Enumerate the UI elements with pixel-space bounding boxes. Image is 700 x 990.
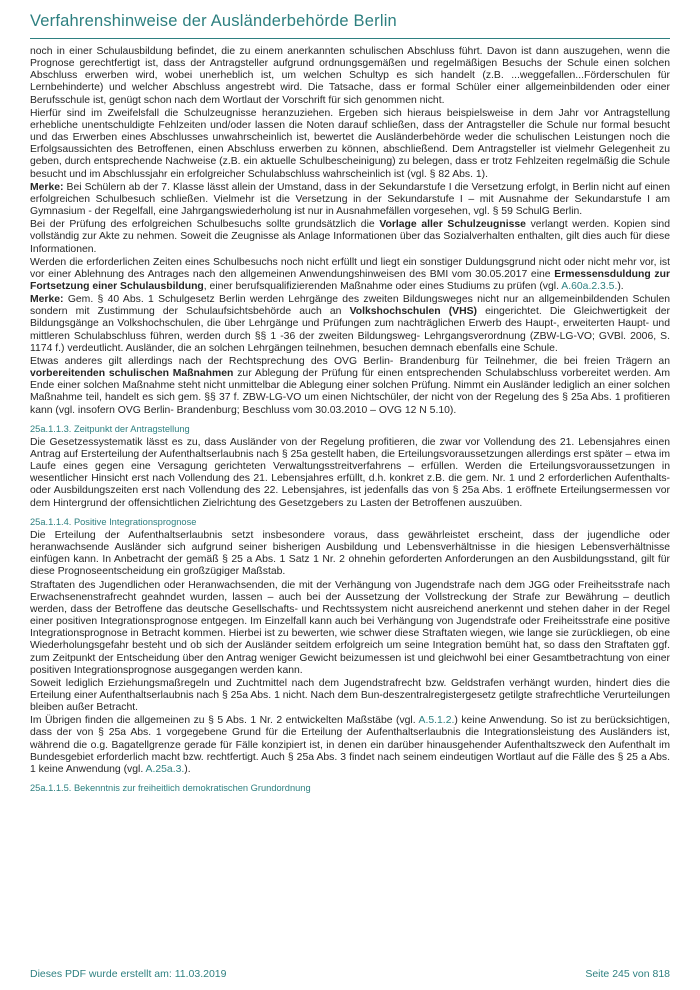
body-text: ). [184,763,191,775]
paragraph [30,715,670,776]
body-text: eingerichtet. Die Gleichwertigkeit der Bildungsgänge an Volkshochschulen, die über Lehrgänge und Prüfungen zum nachträglichen Erwerb des Haupt-, erweiterten Haupt- und mittleren Schulabschluss führen, werden durch §§ 1 -36 der zweiten Bildungsweg- Lehrgangsverordnung (ZBW-LG-VO; GVBl. 2006, S. 1174 f.) verdeutlicht. Ausländer, die an solchen Lehrgängen teilnehmen, besuchen demnach ebenfalls eine Schule. [30,306,670,354]
body-text: ) keine Anwendung. So ist zu berücksichtigen, dass der von § 25a Abs. 1 vorgegebene Grund für die Erteilung der Aufenthaltserlaubnis die Integrationsleistung des Ausländers ist, während die o.g. Bagatellgrenze gerade für Fälle konzipiert ist, in denen ein darüber hinausgehender Aufenthaltszweck den Aufenthalt im Bundesgebiet erforderlich macht bzw. rechtfertigt. Auch § 25a Abs. 3 findet nach seinem eindeutigen Wortlaut auf die Fälle des § 25 a Abs. 1 keine Anwendung (vgl. [30,715,670,775]
document-body [30,46,670,794]
emphasized-text: Merke: [30,294,64,306]
emphasized-text: Merke: [30,181,64,193]
section-heading: 25a.1.1.5. Bekenntnis zur freiheitlich demokratischen Grundordnung [30,783,311,794]
body-text: , einer berufsqualifizierenden Maßnahme oder eines Studiums zu prüfen (vgl. [203,280,562,292]
body-text: Soweit lediglich Erziehungsmaßregeln und Zuchtmittel nach dem Jugendstrafrecht bzw. Geldstrafen verhängt wurden, hindert dies die Erteilung einer Aufenthaltserlaubnis nach § 25a Abs. 1 nicht. Nach dem Bun-deszentralregistergesetz getilgte strafrechtliche Verurteilungen bleiben außer Betracht. [30,677,670,714]
emphasized-text: Volkshochschulen (VHS) [349,306,477,318]
emphasized-text: Vorlage aller Schulzeugnisse [379,219,526,231]
body-text: Gem. § 40 Abs. 1 Schulgesetz Berlin werden Lehrgänge des zweiten Bildungsweges nicht nur an allgemeinbildenden Schulen sondern mit Zustimmung der Schulaufsichtsbehörde auch an [30,294,670,318]
paragraph [30,182,670,218]
body-text: Werden die erforderlichen Zeiten eines Schulbesuchs noch nicht erfüllt und liegt ein sonstiger Duldungsgrund nicht oder nicht mehr vor, ist vor einer Ablehnung des Antrages nach den allgemeinen Anwendungshinweisen des BMI vom 30.05.2017 eine [30,256,670,280]
cross-reference-link[interactable]: A.25a.3. [145,763,185,775]
cross-reference-link[interactable]: A.60a.2.3.5. [561,280,618,292]
body-text: ). [617,280,624,292]
paragraph [30,356,670,417]
body-text: Straftaten des Jugendlichen oder Heranwachsenden, die mit der Verhängung von Jugendstrafe nach dem JGG oder Freiheitsstrafe nach Erwachsenenstrafrecht geahndet wurden, lassen – auch bei der Aussetzung der Vollstreckung der Strafe zur Bewährung – deutlich werden, dass der Betroffene das deutsche Gesellschafts- und Rechtssystem nicht ausreichend anerkennt und stehen daher in der Regel einer positiven Integrationsprognose entgegen. Im Einzelfall kann auch bei Verhängung von Jugendstrafe oder Freiheitsstrafe eine positive Integrationsprognose in Betracht kommen. Hierbei ist zu bewerten, wie schwer diese Straftaten wiegen, wie lange sie zurückliegen, ob eine Wiederholungsgefahr besteht und ob sich der Ausländer seitdem erfolgreich um seine Integration bemüht hat, so dass den Straftaten ggf. zum Zeitpunkt der Entscheidung über den Antrag weniger Gewicht beizumessen ist und gleichwohl bei einer Gesamtbetrachtung von einer positiven Integrationsprognose ausgegangen werden kann. [30,579,670,676]
body-text: verlangt werden. Kopien sind vollständig zur Akte zu nehmen. Soweit die Zeugnisse als Anlage Informationen über das Sozialverhalten enthalten, gilt dies auch für diese Informationen. [30,219,670,255]
paragraph [30,530,670,579]
emphasized-text: vorbereitenden schulischen Maßnahmen [30,368,234,380]
section-heading: 25a.1.1.4. Positive Integrationsprognose [30,516,197,527]
paragraph [30,108,670,181]
paragraph [30,437,670,510]
footer-created-date: Dieses PDF wurde erstellt am: 11.03.2019 [30,968,227,980]
body-text: Bei der Prüfung des erfolgreichen Schulbesuchs sollte grundsätzlich die [30,219,380,231]
document-title: Verfahrenshinweise der Ausländerbehörde Berlin [30,12,670,39]
body-text: Die Gesetzessystematik lässt es zu, dass Ausländer von der Regelung profitieren, die zwar vor Vollendung des 21. Lebensjahres einen Antrag auf Ersterteilung der Aufenthaltserlaubnis nach § 25a gestellt haben, die Erteilungsvoraussetzungen allerdings erst später – etwa im Laufe eines gegen eine Versagung gerichteten Verwaltungsstreitverfahrens – erfüllen. Werden die Erteilungsvoraussetzungen in wesentlicher Hinsicht erst nach Vollendung des 21. Lebensjahres erfüllt, d.h. konkret z.B. die gem. Nr. 1 und 2 erforderlichen Aufenthalts- oder Ausbildungszeiten erst nach Vollendung des 22. Lebensjahres, ist jedenfalls das von § 25a Abs. 1 eröffnete Erteilungsermessen vor dem Hintergrund der offensichtlichen Zielrichtung des Gesetzgebers zu Lasten der Betroffenen auszuüben. [30,436,670,509]
body-text: Im Übrigen finden die allgemeinen zu § 5 Abs. 1 Nr. 2 entwickelten Maßstäbe (vgl. [30,715,419,727]
paragraph [30,219,670,255]
paragraph [30,257,670,293]
paragraph [30,294,670,355]
body-text: Etwas anderes gilt allerdings nach der Rechtsprechung des OVG Berlin- Brandenburg für Teilnehmer, die bei freien Trägern an [30,355,670,367]
body-text: Hierfür sind im Zweifelsfall die Schulzeugnisse heranzuziehen. Ergeben sich hieraus beispielsweise in dem Jahr vor Antragstellung erhebliche unentschuldigte Fehlzeiten und/oder lassen die Noten darauf schließen, dass der Antragsteller die Schule nur formal besucht und das Erwerben eines Abschlusses unwahrscheinlich ist, bewertet die Ausländerbehörde weder die schulischen Leistungen noch die Erfolgsaussichten des Betroffenen, einen Abschluss erwerben zu können, abschließend. Dem Antragsteller ist vielmehr Gelegenheit zu geben, durch entsprechende Nachweise (z.B. ein aktuelle Schulbescheinigung) zu belegen, dass er trotz Fehlzeiten regelmäßig die Schule besucht und im Abschlussjahr ein erfolgreicher Schulabschluss wahrscheinlich ist (vgl. § 82 Abs. 1). [30,107,670,180]
body-text: zur Ablegung der Prüfung für einen entsprechenden Schulabschluss vorbereitet werden. Am Ende einer solchen Maßnahme steht nicht unmittelbar die Ablegung einer solchen Prüfung. Nimmt ein Ausländer lediglich an einer solchen Maßnahme teil, handelt es sich gem. §§ 37 f. ZBW-LG-VO um einen Nichtschüler, der nicht von der Regelung des § 25a Abs. 1 profitieren kann (vgl. insofern OVG Berlin- Brandenburg; Beschluss vom 30.03.2010 – OVG 12 N 5.10). [30,368,670,416]
footer-page-number: Seite 245 von 818 [585,968,670,980]
paragraph [30,580,670,677]
emphasized-text: Ermessensduldung zur Fortsetzung einer Schulausbildung [30,268,670,292]
paragraph [30,46,670,107]
cross-reference-link[interactable]: A.5.1.2. [418,715,455,727]
body-text: Bei Schülern ab der 7. Klasse lässt allein der Umstand, dass in der Sekundarstufe I die Versetzung erfolgt, in Berlin nicht auf einen erfolgreichen Schulbesuch schließen. Vielmehr ist die Versetzung in der Sekundarstufe I – mit Ausnahme der Sekundarstufe I am Gymnasium - der Regelfall, eine Jahrgangswiederholung ist nur in Ausnahmefällen vorgesehen, vgl. § 59 SchulG Berlin. [30,181,670,218]
body-text: noch in einer Schulausbildung befindet, die zu einem anerkannten schulischen Abschluss führt. Davon ist dann auszugehen, wenn die Prognose gerechtfertigt ist, dass der Antragsteller aufgrund ordnungsgemäßen und regelmäßigen Besuchs der Schule einen solchen Abschluss erwerben wird, wobei unerheblich ist, um welchen Schultyp es sich handelt (z.B. ...weggefallen...Förderschulen für Lernbehinderte) und welcher Abschluss angestrebt wird. Die Tatsache, dass er formal Schüler einer allgemeinbildenden oder einer Berufsschule ist, genügt schon nach dem Wortlaut der Vorschrift für sich genommen nicht. [30,46,670,106]
section-heading: 25a.1.1.3. Zeitpunkt der Antragstellung [30,423,190,434]
page-footer [30,968,670,980]
paragraph [30,678,670,714]
body-text: Die Erteilung der Aufenthaltserlaubnis setzt insbesondere voraus, dass gewährleistet erscheint, dass der jugendliche oder heranwachsende Ausländer sich aufgrund seiner bisherigen Ausbildung und Lebensverhältnisse in die hiesigen Lebensverhältnisse einfügen kann. In Anbetracht der gemäß § 25 a Abs. 1 Satz 1 Nr. 2 ohnehin geforderten Anforderungen an den Ausbildungsstand, gilt für diese Prognoseentscheidung ein großzügiger Maßstab. [30,529,670,578]
